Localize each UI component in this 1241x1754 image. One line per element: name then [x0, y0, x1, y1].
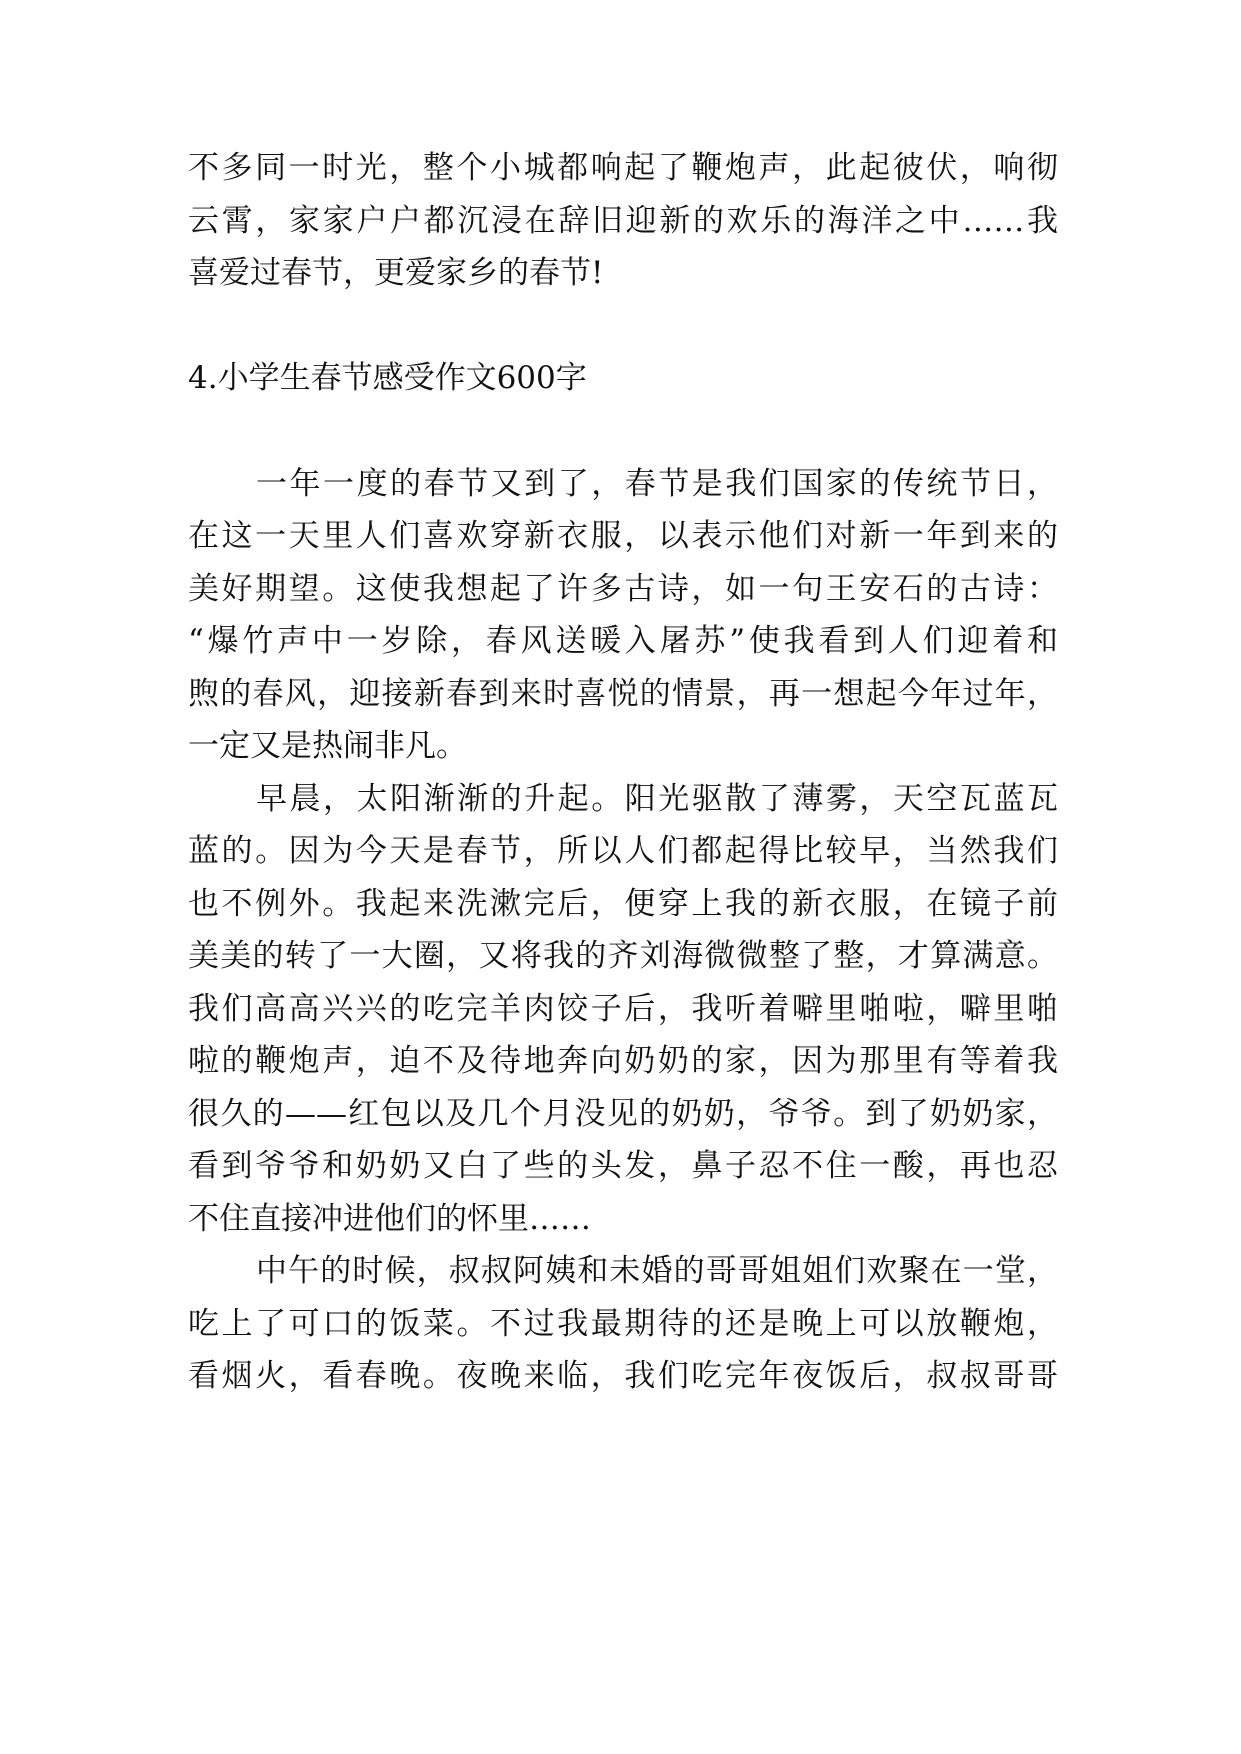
- text-line: 美好期望。这使我想起了许多古诗，如一句王安石的古诗：: [188, 571, 1058, 607]
- text-line: 云霄，家家户户都沉浸在辞旧迎新的欢乐的海洋之中……我: [188, 203, 1058, 239]
- text-line: 啦的鞭炮声，迫不及待地奔向奶奶的家，因为那里有等着我: [188, 1043, 1058, 1079]
- text-line: 不住直接冲进他们的怀里……: [188, 1201, 591, 1237]
- text-line: 看烟火，看春晚。夜晚来临，我们吃完年夜饭后，叔叔哥哥: [188, 1358, 1058, 1394]
- text-line: 一年一度的春节又到了，春节是我们国家的传统节日，: [256, 466, 1058, 502]
- text-line: 不多同一时光，整个小城都响起了鞭炮声，此起彼伏，响彻: [188, 150, 1058, 186]
- section-heading: 4.小学生春节感受作文600字: [188, 360, 587, 396]
- text-line: 美美的转了一大圈，又将我的齐刘海微微整了整，才算满意。: [188, 938, 1058, 974]
- text-line: 看到爷爷和奶奶又白了些的头发，鼻子忍不住一酸，再也忍: [188, 1148, 1058, 1184]
- text-line: 也不例外。我起来洗漱完后，便穿上我的新衣服，在镜子前: [188, 886, 1058, 922]
- text-line: “爆竹声中一岁除，春风送暖入屠苏”使我看到人们迎着和: [188, 623, 1058, 659]
- text-line: 中午的时候，叔叔阿姨和未婚的哥哥姐姐们欢聚在一堂，: [256, 1253, 1058, 1289]
- text-line: 煦的春风，迎接新春到来时喜悦的情景，再一想起今年过年，: [188, 676, 1058, 712]
- text-line: 在这一天里人们喜欢穿新衣服，以表示他们对新一年到来的: [188, 518, 1058, 554]
- text-line: 喜爱过春节，更爱家乡的春节!: [188, 255, 604, 291]
- text-line: 一定又是热闹非凡。: [188, 728, 467, 764]
- text-line: 吃上了可口的饭菜。不过我最期待的还是晚上可以放鞭炮，: [188, 1306, 1058, 1342]
- text-line: 我们高高兴兴的吃完羊肉饺子后，我听着噼里啪啦，噼里啪: [188, 991, 1058, 1027]
- text-line: 早晨，太阳渐渐的升起。阳光驱散了薄雾，天空瓦蓝瓦: [256, 781, 1058, 817]
- text-line: 蓝的。因为今天是春节，所以人们都起得比较早，当然我们: [188, 833, 1058, 869]
- text-line: 很久的——红包以及几个月没见的奶奶，爷爷。到了奶奶家，: [188, 1096, 1058, 1132]
